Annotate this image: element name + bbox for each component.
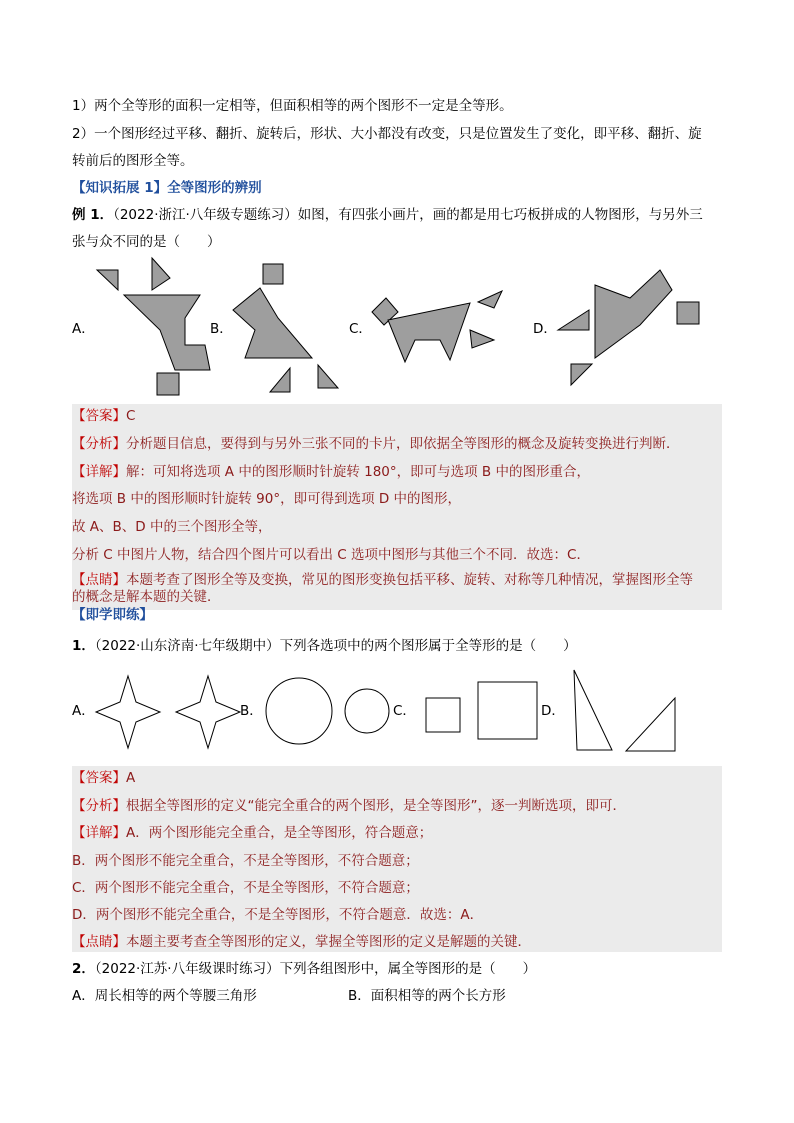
note-1: 1）两个全等形的面积一定相等，但面积相等的两个图形不一定是全等形。 (72, 98, 513, 114)
example1-comment-2: 的概念是解本题的关键． (72, 589, 221, 605)
triangle-d-left (574, 670, 612, 750)
q2-label: 2． (72, 961, 95, 977)
comment-tag: 【点睛】 (72, 572, 126, 588)
q2-option-b: B．面积相等的两个长方形 (348, 988, 506, 1004)
example1-option-a-label: A． (72, 321, 95, 337)
practice-title: 【即学即练】 (72, 607, 153, 623)
section-title-1: 【知识拓展 1】全等图形的辨别 (72, 180, 262, 196)
q1-option-c-label: C． (393, 703, 416, 719)
answer-value: C (126, 408, 136, 424)
q1-detail-4: D．两个图形不能完全重合，不是全等图形，不符合题意．故选：A． (72, 907, 484, 923)
q2-stem (72, 959, 536, 979)
q1-detail (72, 823, 432, 843)
q1-comment-tag: 【点睛】 (72, 934, 126, 950)
analysis-text: 分析题目信息，要得到与另外三张不同的卡片，即依据全等图形的概念及旋转变换进行判断． (126, 436, 680, 452)
example1-stem-b: 张与众不同的是（ ） (72, 234, 221, 250)
q1-label: 1． (72, 638, 95, 654)
note-2b: 转前后的图形全等。 (72, 153, 194, 169)
note-2a: 2）一个图形经过平移、翻折、旋转后，形状、大小都没有改变，只是位置发生了变化，即平移、翻折、旋 (72, 126, 702, 142)
q1-option-d-label: D． (541, 703, 565, 719)
example1-option-c-label: C． (349, 321, 372, 337)
q1-option-b-label: B． (240, 703, 263, 719)
q2-option-a: A．周长相等的两个等腰三角形 (72, 988, 257, 1004)
q1-stem-text: （2022·山东济南·七年级期中）下列各选项中的两个图形属于全等形的是（ ） (94, 638, 577, 654)
example1-label: 例 1． (72, 207, 114, 223)
example1-option-b-label: B． (210, 321, 233, 337)
example1-option-d-label: D． (533, 321, 557, 337)
example1-detail-4: 分析 C 中图片人物，结合四个图片可以看出 C 选项中图形与其他三个不同．故选：C． (72, 547, 590, 563)
q1-comment (72, 932, 531, 952)
q1-answer-value: A (126, 770, 136, 786)
detail-tag: 【详解】 (72, 464, 126, 480)
example1-detail-3: 故 A、B、D 中的三个图形全等， (72, 519, 272, 535)
q1-answer-tag: 【答案】 (72, 770, 126, 786)
example1-detail-2: 将选项 B 中的图形顺时针旋转 90°，即可得到选项 D 中的图形， (72, 491, 462, 507)
answer-tag: 【答案】 (72, 408, 126, 424)
q1-detail-2: B．两个图形不能完全重合，不是全等图形，不符合题意； (72, 853, 419, 869)
q1-analysis-text: 根据全等图形的定义“能完全重合的两个图形，是全等图形”，逐一判断选项，即可． (126, 798, 626, 814)
q1-answer (72, 768, 135, 788)
q1-analysis-tag: 【分析】 (72, 798, 126, 814)
q1-comment-text: 本题主要考查全等图形的定义，掌握全等图形的定义是解题的关键． (126, 934, 531, 950)
example1-stem-a: （2022·浙江·八年级专题练习）如图，有四张小画片，画的都是用七巧板拼成的人物图形，与另外三 (113, 207, 703, 223)
q1-analysis (72, 796, 626, 816)
triangle-d-right (626, 698, 675, 751)
q1-option-a-label: A． (72, 703, 95, 719)
q1-detail-text-1: A．两个图形能完全重合，是全等图形，符合题意； (126, 825, 433, 841)
comment-text-1: 本题考查了图形全等及变换，常见的图形变换包括平移、旋转、对称等几种情况，掌握图形全等 (126, 572, 693, 588)
detail-text-1: 解：可知将选项 A 中的图形顺时针旋转 180°，即可与选项 B 中的图形重合， (126, 464, 590, 480)
analysis-tag: 【分析】 (72, 436, 126, 452)
q1-detail-3: C．两个图形不能完全重合，不是全等图形，不符合题意； (72, 880, 419, 896)
q1-detail-tag: 【详解】 (72, 825, 126, 841)
q2-stem-text: （2022·江苏·八年级课时练习）下列各组图形中，属全等图形的是（ ） (94, 961, 537, 977)
